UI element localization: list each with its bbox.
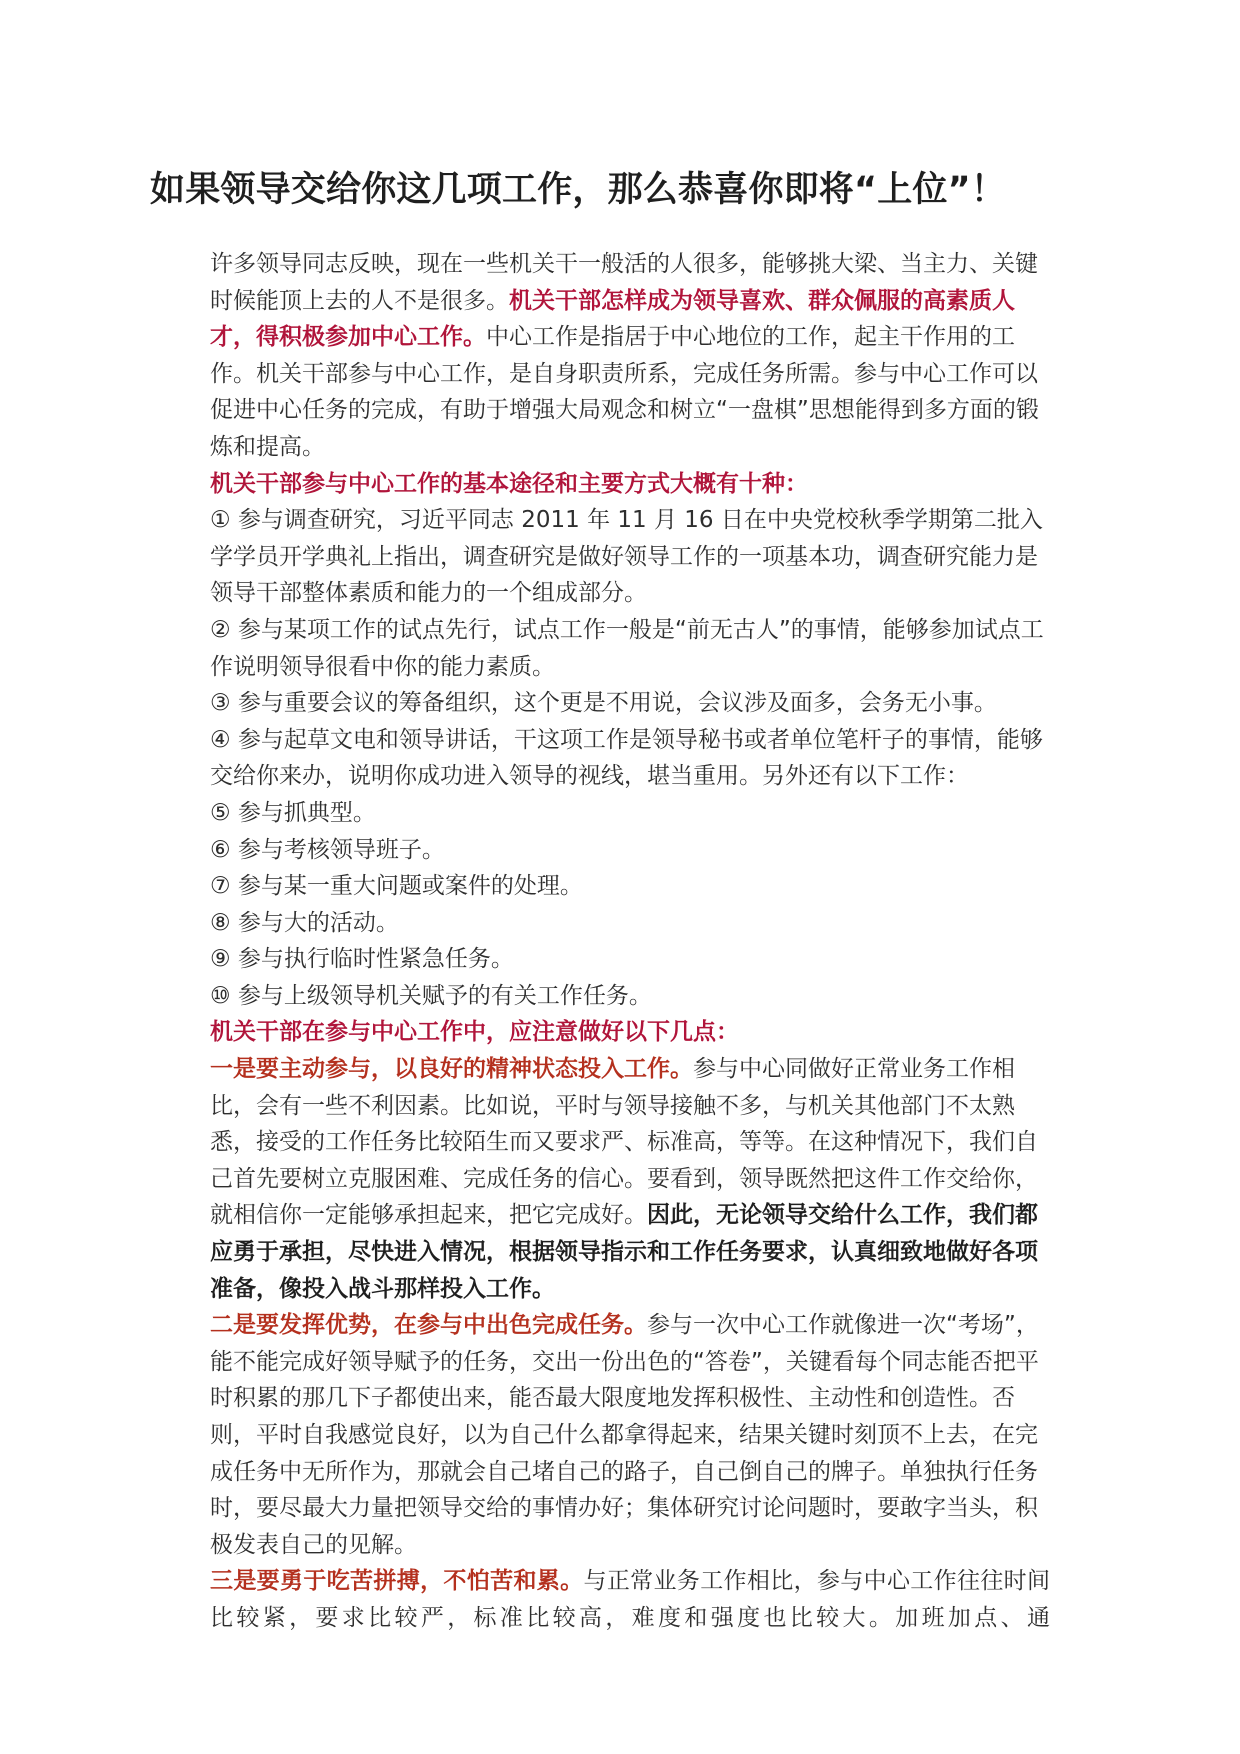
page-title: 如果领导交给你这几项工作，那么恭喜你即将“上位”！	[150, 170, 1007, 210]
list-item-2: ② 参与某项工作的试点先行，试点工作一般是“前无古人”的事情，能够参加试点工作说明领导很看中你的能力素质。	[210, 616, 1044, 680]
point-2-paragraph	[210, 1307, 1050, 1563]
point-1-heading: 一是要主动参与，以良好的精神状态投入工作。	[210, 1056, 693, 1083]
point-3-paragraph	[210, 1563, 1050, 1636]
point-3-heading: 三是要勇于吃苦拼搏，不怕苦和累。	[210, 1568, 584, 1595]
point-1-text: 参与中心同做好正常业务工作相比，会有一些不利因素。比如说，平时与领导接触不多，与机关其他部门不太熟悉，接受的工作任务比较陌生而又要求严、标准高，等等。在这种情况下，我们自己首先要树立克服困难、完成任务的信心。要看到，领导既然把这件工作交给你，就相信你一定能够承担起来，把它完成好。	[210, 1056, 1038, 1229]
intro-highlight: 机关干部怎样成为领导喜欢、群众佩服的高素质人才，得积极参加中心工作。	[210, 287, 1015, 351]
list-item-6: ⑥ 参与考核领导班子。	[210, 836, 445, 863]
list-item-10: ⑩ 参与上级领导机关赋予的有关工作任务。	[210, 982, 652, 1009]
article-body	[210, 246, 1050, 1637]
point-1-paragraph	[210, 1051, 1050, 1307]
section-heading-points: 机关干部在参与中心工作中，应注意做好以下几点：	[210, 1019, 739, 1046]
intro-paragraph	[210, 246, 1050, 466]
section-heading-methods: 机关干部参与中心工作的基本途径和主要方式大概有十种：	[210, 470, 808, 497]
list-item-9: ⑨ 参与执行临时性紧急任务。	[210, 946, 514, 973]
list-item-7: ⑦ 参与某一重大问题或案件的处理。	[210, 873, 583, 900]
list-item-8: ⑧ 参与大的活动。	[210, 909, 399, 936]
list-item-3: ③ 参与重要会议的筹备组织，这个更是不用说，会议涉及面多，会务无小事。	[210, 690, 997, 717]
list-item-1: ① 参与调查研究，习近平同志 2011 年 11 月 16 日在中央党校秋季学期第二批入学学员开学典礼上指出，调查研究是做好领导工作的一项基本功，调查研究能力是领导干部整体素质和能力的一个组成部分。	[210, 507, 1043, 607]
point-2-heading: 二是要发挥优势，在参与中出色完成任务。	[210, 1312, 647, 1339]
point-1-emphasis: 因此，无论领导交给什么工作，我们都应勇于承担，尽快进入情况，根据领导指示和工作任务要求，认真细致地做好各项准备，像投入战斗那样投入工作。	[210, 1202, 1038, 1302]
point-2-text: 参与一次中心工作就像进一次“考场”，能不能完成好领导赋予的任务，交出一份出色的“答卷”，关键看每个同志能否把平时积累的那几下子都使出来，能否最大限度地发挥积极性、主动性和创造性。否则，平时自我感觉良好，以为自己什么都拿得起来，结果关键时刻顶不上去，在完成任务中无所作为，那就会自己堵自己的路子，自己倒自己的牌子。单独执行任务时，要尽最大力量把领导交给的事情办好；集体研究讨论问题时，要敢字当头，积极发表自己的见解。	[210, 1312, 1039, 1558]
point-3-text: 与正常业务工作相比，参与中心工作往往时间比较紧，要求比较严，标准比较高，难度和强度也比较大。加班加点、通	[210, 1568, 1051, 1631]
list-item-5: ⑤ 参与抓典型。	[210, 799, 376, 826]
intro-text: 许多领导同志反映，现在一些机关干一般活的人很多，能够挑大梁、当主力、关键时候能顶上去的人不是很多。	[210, 251, 1038, 314]
list-item-4: ④ 参与起草文电和领导讲话，干这项工作是领导秘书或者单位笔杆子的事情，能够交给你来办，说明你成功进入领导的视线，堪当重用。另外还有以下工作：	[210, 726, 1043, 790]
intro-text-continued: 中心工作是指居于中心地位的工作，起主干作用的工作。机关干部参与中心工作，是自身职责所系，完成任务所需。参与中心工作可以促进中心任务的完成，有助于增强大局观念和树立“一盘棋”思想能得到多方面的锻炼和提高。	[210, 324, 1039, 460]
